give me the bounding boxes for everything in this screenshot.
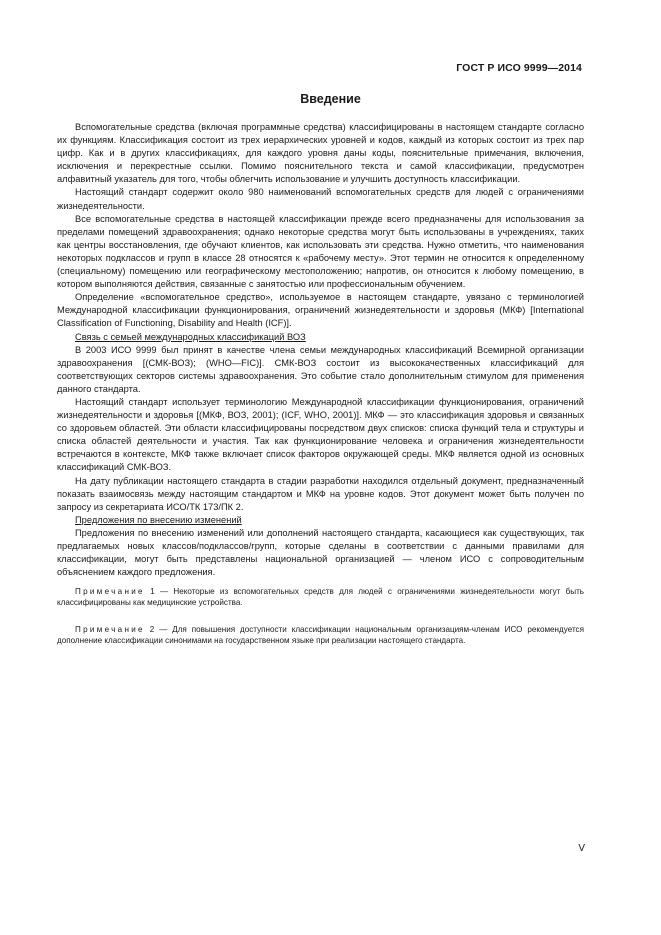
paragraph: В 2003 ИСО 9999 был принят в качестве члена семьи международных классификаций Всемирной организации здравоохранения [(СМК-ВОЗ); (WHO—FIC)]. СМК-ВОЗ состоит из высококачественных классификаций для соответствующих секторов системы здравоохранения. Это событие стало дополнительным стимулом для применения данного стандарта. xyxy=(57,344,584,394)
note-number: 1 xyxy=(150,587,155,597)
note-text: — Некоторые из вспомогательных средств для людей с ограничениями жизнедеятельности могут быть классифицированы как медицинские устройства. xyxy=(57,587,585,608)
paragraph: Вспомогательные средства (включая программные средства) классифицированы в настоящем стандарте согласно их функциям. Классификация состоит из трех иерархических уровней и кодов, каждый из которых состоит из трех пар цифр. Как и в других классификациях, для каждого уровня даны коды, пояснительные примечания, включения, исключения и перекрестные ссылки. Помимо пояснительного текста и самой классификации, предусмотрен алфавитный указатель для того, чтобы облегчить использование и улучшить доступность классификации. xyxy=(57,122,584,185)
note-2 xyxy=(57,624,584,646)
note-label: Примечание xyxy=(75,624,145,634)
paragraph: Все вспомогательные средства в настоящей классификации прежде всего предназначены для использования за пределами помещений здравоохранения; однако некоторые средства могут быть использованы в учреждениях, таких как центры восстановления, где обучают клиентов, как использовать эти средства. Нужно отметить, что наименования некоторых подклассов и групп в классе 28 относятся к «рабочему месту». Этот термин не относится к определенному (специальному) помещению или географическому местоположению; напротив, он относится к любому помещению, в котором выполняются действия, связанные с занятостью или профессиональным обучением. xyxy=(57,213,584,290)
note-number: 2 xyxy=(149,624,155,634)
subsection-heading-who-family: Связь с семьей международных классификаций ВОЗ xyxy=(75,331,306,342)
paragraph: Настоящий стандарт использует терминологию Международной классификации функционирования, ограничений жизнедеятельности и здоровья [(МКФ, ВОЗ, 2001); (ICF, WHO, 2001)]. МКФ — это классификация здоровья и связанных со здоровьем областей. Эти области классифицированы посредством двух списков: списка функций тела и структуры и списка областей деятельности и участия. Так как функционирование человека и ограничения жизнедеятельности встречаются в контексте, МКФ также включает список факторов окружающей среды. МКФ является одной из основных классификаций СМК-ВОЗ. xyxy=(57,396,584,473)
subsection-heading-change-proposals: Предложения по внесению изменений xyxy=(75,514,242,525)
document-body xyxy=(57,121,584,646)
note-label: Примечание xyxy=(75,587,145,597)
note-1 xyxy=(57,586,584,608)
section-title: Введение xyxy=(300,92,361,106)
note-text: — Для повышения доступности классификации национальным организациям-членам ИСО рекомендуется дополнение классификации синонимами на государственном языке при реализации настоящего стандарта. xyxy=(57,624,584,645)
page-number: V xyxy=(578,843,585,854)
document-code-header: ГОСТ Р ИСО 9999—2014 xyxy=(456,62,582,74)
paragraph: Настоящий стандарт содержит около 980 наименований вспомогательных средств для людей с ограничениями жизнедеятельности. xyxy=(57,187,584,211)
paragraph: Определение «вспомогательное средство», используемое в настоящем стандарте, увязано с терминологией Международной классификации функционирования, ограничений жизнедеятельности и здоровья (МКФ) [International Classification of Functioning, Disability and Health (ICF)]. xyxy=(57,292,584,329)
paragraph: Предложения по внесению изменений или дополнений настоящего стандарта, касающиеся как существующих, так предлагаемых новых классов/подклассов/групп, которые сделаны в соответствии с данными правилами для классификации, могут быть представлены национальной организацией — членом ИСО с сопроводительным объяснением каждого предложения. xyxy=(57,527,584,578)
paragraph: На дату публикации настоящего стандарта в стадии разработки находился отдельный документ, предназначенный показать взаимосвязь между настоящим стандартом и МКФ на уровне кодов. Этот документ может быть получен по запросу из секретариата ИСО/ТК 173/ПК 2. xyxy=(57,475,584,512)
